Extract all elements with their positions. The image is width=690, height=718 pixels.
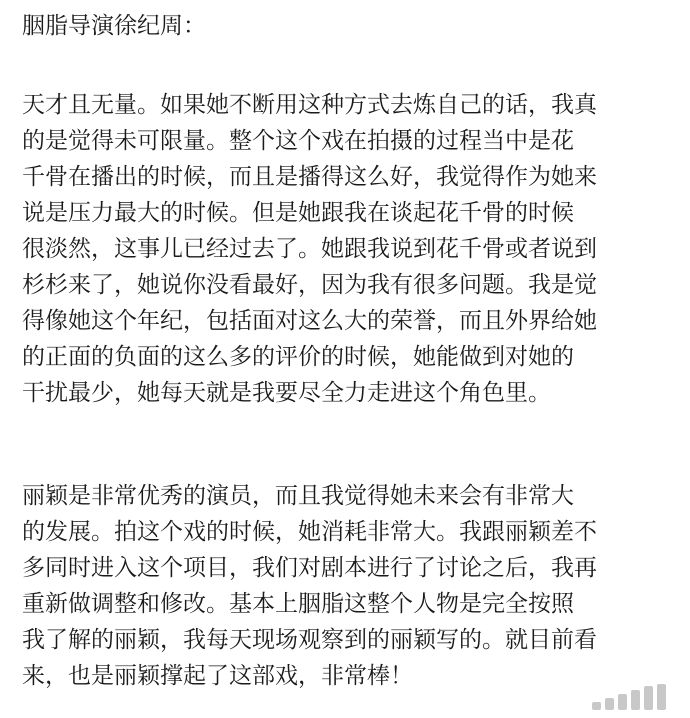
paragraph-line: 的正面的负面的这么多的评价的时候，她能做到对她的 bbox=[22, 344, 574, 370]
paragraph-1 bbox=[22, 87, 672, 411]
paragraph-line: 来，也是丽颖撑起了这部戏，非常棒！ bbox=[22, 663, 413, 689]
paragraph-line: 千骨在播出的时候，而且是播得这么好，我觉得作为她来 bbox=[22, 164, 597, 190]
paragraph-line: 重新做调整和修改。基本上胭脂这整个人物是完全按照 bbox=[22, 591, 574, 617]
signal-bars-icon bbox=[590, 682, 682, 712]
paragraph-line: 天才且无量。如果她不断用这种方式去炼自己的话，我真 bbox=[22, 92, 597, 118]
paragraph-line: 我了解的丽颖，我每天现场观察到的丽颖写的。就目前看 bbox=[22, 627, 597, 653]
paragraph-2 bbox=[22, 478, 672, 694]
paragraph-line: 得像她这个年纪，包括面对这么大的荣誉，而且外界给她 bbox=[22, 308, 597, 334]
paragraph-line: 的是觉得未可限量。整个这个戏在拍摄的过程当中是花 bbox=[22, 128, 574, 154]
paragraph-line: 的发展。拍这个戏的时候，她消耗非常大。我跟丽颖差不 bbox=[22, 519, 597, 545]
paragraph-line: 说是压力最大的时候。但是她跟我在谈起花千骨的时候 bbox=[22, 200, 574, 226]
paragraph-line: 杉杉来了，她说你没看最好，因为我有很多问题。我是觉 bbox=[22, 272, 597, 298]
paragraph-line: 多同时进入这个项目，我们对剧本进行了讨论之后，我再 bbox=[22, 555, 597, 581]
paragraph-line: 干扰最少，她每天就是我要尽全力走进这个角色里。 bbox=[22, 380, 551, 406]
paragraph-line: 丽颖是非常优秀的演员，而且我觉得她未来会有非常大 bbox=[22, 483, 574, 509]
paragraph-line: 很淡然，这事儿已经过去了。她跟我说到花千骨或者说到 bbox=[22, 236, 597, 262]
document-heading: 胭脂导演徐纪周： bbox=[22, 13, 206, 39]
